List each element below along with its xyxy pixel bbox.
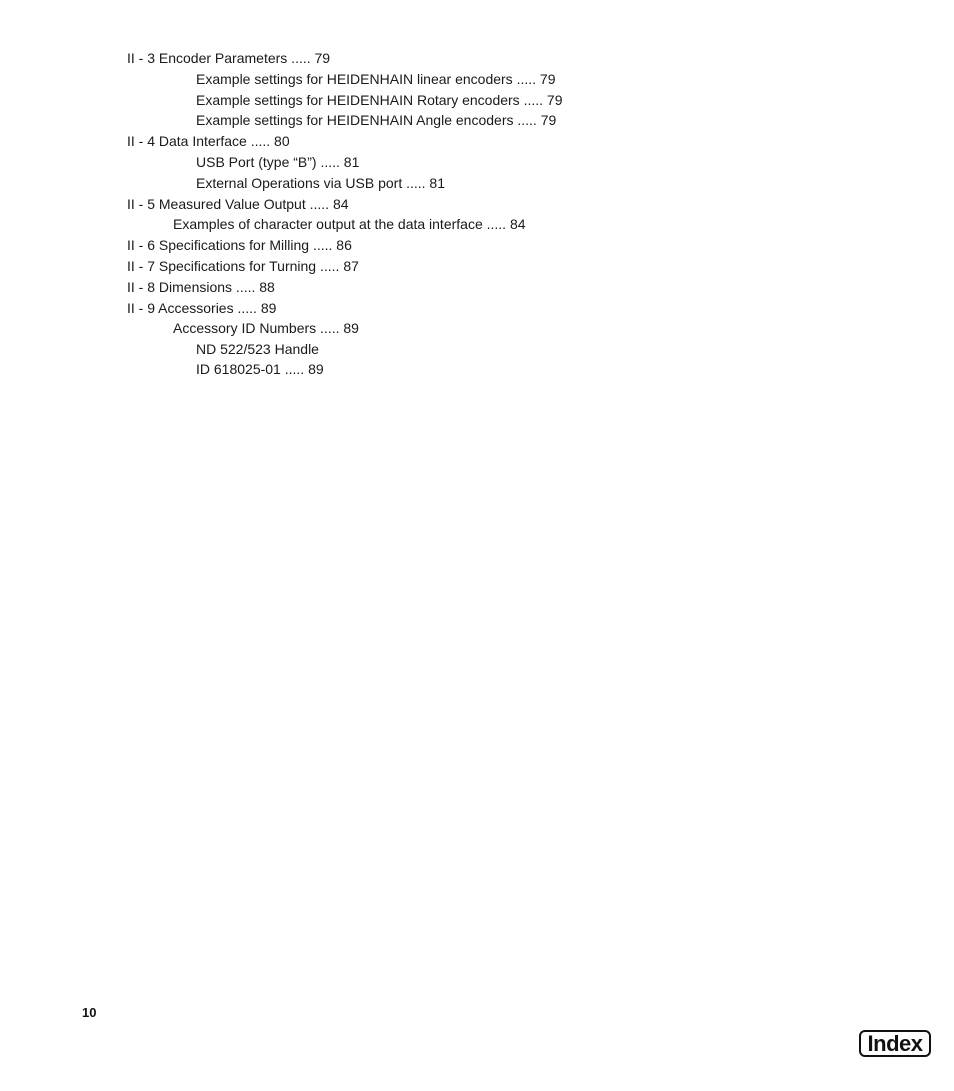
toc-entry-dimensions[interactable]: II - 8 Dimensions ..... 88 — [127, 278, 275, 295]
toc-entry-linear-encoders[interactable]: Example settings for HEIDENHAIN linear encoders ..... 79 — [196, 70, 556, 87]
toc-entry-measured-value-output[interactable]: II - 5 Measured Value Output ..... 84 — [127, 195, 349, 212]
toc-entry-character-output-examples[interactable]: Examples of character output at the data interface ..... 84 — [173, 216, 526, 233]
toc-entry-handle-name[interactable]: ND 522/523 Handle — [196, 341, 319, 358]
toc-entry-external-operations[interactable]: External Operations via USB port ..... 81 — [196, 174, 446, 191]
toc-entry-angle-encoders[interactable]: Example settings for HEIDENHAIN Angle encoders ..... 79 — [196, 112, 557, 129]
page-number: 10 — [82, 1005, 97, 1020]
toc-entry-specs-milling[interactable]: II - 6 Specifications for Milling ..... 86 — [127, 237, 352, 254]
index-tab-button[interactable]: Index — [859, 1030, 931, 1057]
toc-entry-accessory-id-numbers[interactable]: Accessory ID Numbers ..... 89 — [173, 320, 359, 337]
toc-entry-rotary-encoders[interactable]: Example settings for HEIDENHAIN Rotary encoders ..... 79 — [196, 91, 563, 108]
toc-entry-usb-port[interactable]: USB Port (type “B”) ..... 81 — [196, 153, 360, 170]
toc-entry-specs-turning[interactable]: II - 7 Specifications for Turning ..... 87 — [127, 257, 359, 274]
table-of-contents — [127, 48, 562, 378]
toc-entry-encoder-parameters[interactable]: II - 3 Encoder Parameters ..... 79 — [127, 50, 331, 66]
toc-entry-accessories[interactable]: II - 9 Accessories ..... 89 — [127, 299, 277, 316]
toc-entry-data-interface[interactable]: II - 4 Data Interface ..... 80 — [127, 133, 290, 150]
toc-entry-handle-id[interactable]: ID 618025-01 ..... 89 — [196, 360, 324, 377]
